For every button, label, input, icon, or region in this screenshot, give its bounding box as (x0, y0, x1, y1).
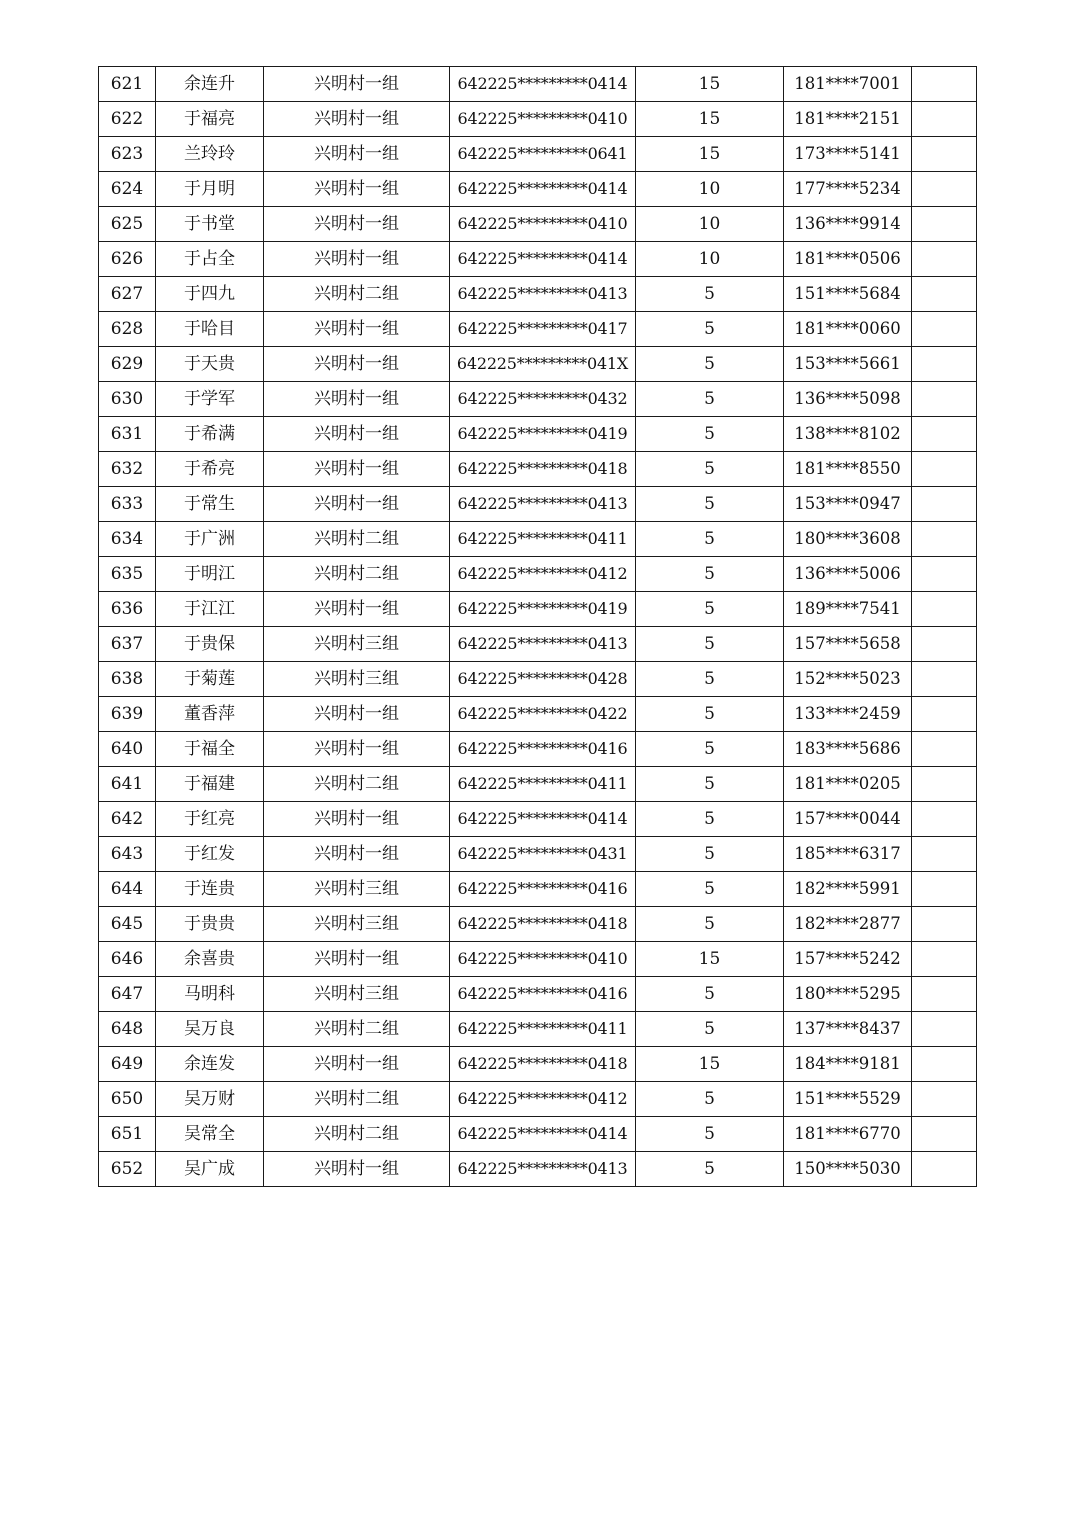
amount-cell: 5 (636, 697, 784, 732)
id-card-cell: 642225*********0413 (450, 487, 636, 522)
phone-cell: 177****5234 (784, 172, 912, 207)
id-card-cell: 642225*********0641 (450, 137, 636, 172)
amount-cell: 10 (636, 172, 784, 207)
village-group-cell: 兴明村一组 (264, 382, 450, 417)
id-card-cell: 642225*********0413 (450, 1152, 636, 1187)
name-cell: 于哈目 (156, 312, 264, 347)
phone-cell: 152****5023 (784, 662, 912, 697)
village-group-cell: 兴明村一组 (264, 67, 450, 102)
table-row (99, 662, 977, 697)
table-row (99, 242, 977, 277)
id-card-cell: 642225*********0414 (450, 172, 636, 207)
table-row (99, 382, 977, 417)
village-group-cell: 兴明村二组 (264, 1082, 450, 1117)
id-card-cell: 642225*********041X (450, 347, 636, 382)
name-cell: 于希亮 (156, 452, 264, 487)
row-number-cell: 635 (99, 557, 156, 592)
row-number-cell: 631 (99, 417, 156, 452)
phone-cell: 150****5030 (784, 1152, 912, 1187)
phone-cell: 153****5661 (784, 347, 912, 382)
name-cell: 吴万良 (156, 1012, 264, 1047)
village-group-cell: 兴明村一组 (264, 417, 450, 452)
amount-cell: 5 (636, 382, 784, 417)
village-group-cell: 兴明村一组 (264, 592, 450, 627)
id-card-cell: 642225*********0413 (450, 627, 636, 662)
phone-cell: 183****5686 (784, 732, 912, 767)
phone-cell: 181****0506 (784, 242, 912, 277)
name-cell: 于红亮 (156, 802, 264, 837)
table-row (99, 732, 977, 767)
amount-cell: 15 (636, 1047, 784, 1082)
row-number-cell: 647 (99, 977, 156, 1012)
row-number-cell: 634 (99, 522, 156, 557)
row-number-cell: 642 (99, 802, 156, 837)
row-number-cell: 651 (99, 1117, 156, 1152)
id-card-cell: 642225*********0418 (450, 1047, 636, 1082)
village-group-cell: 兴明村一组 (264, 172, 450, 207)
id-card-cell: 642225*********0411 (450, 522, 636, 557)
village-group-cell: 兴明村一组 (264, 837, 450, 872)
name-cell: 于常生 (156, 487, 264, 522)
name-cell: 余连升 (156, 67, 264, 102)
amount-cell: 15 (636, 942, 784, 977)
row-number-cell: 633 (99, 487, 156, 522)
phone-cell: 181****6770 (784, 1117, 912, 1152)
amount-cell: 5 (636, 837, 784, 872)
name-cell: 于广洲 (156, 522, 264, 557)
amount-cell: 5 (636, 522, 784, 557)
table-row (99, 277, 977, 312)
name-cell: 于书堂 (156, 207, 264, 242)
id-card-cell: 642225*********0419 (450, 417, 636, 452)
village-group-cell: 兴明村二组 (264, 767, 450, 802)
village-group-cell: 兴明村一组 (264, 732, 450, 767)
phone-cell: 138****8102 (784, 417, 912, 452)
amount-cell: 5 (636, 732, 784, 767)
roster-body (99, 67, 977, 1187)
phone-cell: 173****5141 (784, 137, 912, 172)
amount-cell: 5 (636, 452, 784, 487)
table-row (99, 1082, 977, 1117)
phone-cell: 184****9181 (784, 1047, 912, 1082)
table-row (99, 487, 977, 522)
name-cell: 于天贵 (156, 347, 264, 382)
name-cell: 于贵贵 (156, 907, 264, 942)
row-number-cell: 641 (99, 767, 156, 802)
remark-cell (912, 67, 977, 102)
name-cell: 于福亮 (156, 102, 264, 137)
name-cell: 马明科 (156, 977, 264, 1012)
remark-cell (912, 277, 977, 312)
remark-cell (912, 382, 977, 417)
village-group-cell: 兴明村二组 (264, 557, 450, 592)
table-row (99, 417, 977, 452)
row-number-cell: 650 (99, 1082, 156, 1117)
row-number-cell: 648 (99, 1012, 156, 1047)
name-cell: 于明江 (156, 557, 264, 592)
id-card-cell: 642225*********0411 (450, 1012, 636, 1047)
row-number-cell: 644 (99, 872, 156, 907)
table-row (99, 837, 977, 872)
table-row (99, 67, 977, 102)
id-card-cell: 642225*********0411 (450, 767, 636, 802)
amount-cell: 5 (636, 487, 784, 522)
table-row (99, 592, 977, 627)
amount-cell: 5 (636, 417, 784, 452)
remark-cell (912, 1082, 977, 1117)
name-cell: 吴万财 (156, 1082, 264, 1117)
village-group-cell: 兴明村一组 (264, 242, 450, 277)
table-row (99, 977, 977, 1012)
phone-cell: 189****7541 (784, 592, 912, 627)
remark-cell (912, 662, 977, 697)
row-number-cell: 636 (99, 592, 156, 627)
row-number-cell: 646 (99, 942, 156, 977)
name-cell: 于红发 (156, 837, 264, 872)
village-group-cell: 兴明村二组 (264, 522, 450, 557)
village-group-cell: 兴明村一组 (264, 942, 450, 977)
id-card-cell: 642225*********0410 (450, 102, 636, 137)
village-group-cell: 兴明村一组 (264, 102, 450, 137)
table-row (99, 907, 977, 942)
phone-cell: 180****5295 (784, 977, 912, 1012)
remark-cell (912, 347, 977, 382)
village-group-cell: 兴明村三组 (264, 907, 450, 942)
id-card-cell: 642225*********0416 (450, 872, 636, 907)
village-group-cell: 兴明村一组 (264, 1047, 450, 1082)
remark-cell (912, 137, 977, 172)
remark-cell (912, 1047, 977, 1082)
amount-cell: 5 (636, 1082, 784, 1117)
table-row (99, 207, 977, 242)
row-number-cell: 652 (99, 1152, 156, 1187)
row-number-cell: 626 (99, 242, 156, 277)
remark-cell (912, 1117, 977, 1152)
id-card-cell: 642225*********0417 (450, 312, 636, 347)
village-group-cell: 兴明村一组 (264, 1152, 450, 1187)
phone-cell: 137****8437 (784, 1012, 912, 1047)
phone-cell: 136****5006 (784, 557, 912, 592)
name-cell: 吴常全 (156, 1117, 264, 1152)
table-row (99, 1047, 977, 1082)
phone-cell: 153****0947 (784, 487, 912, 522)
row-number-cell: 649 (99, 1047, 156, 1082)
roster-table (98, 66, 977, 1187)
phone-cell: 181****0060 (784, 312, 912, 347)
table-row (99, 452, 977, 487)
name-cell: 于四九 (156, 277, 264, 312)
amount-cell: 5 (636, 627, 784, 662)
row-number-cell: 621 (99, 67, 156, 102)
remark-cell (912, 452, 977, 487)
village-group-cell: 兴明村一组 (264, 312, 450, 347)
phone-cell: 136****5098 (784, 382, 912, 417)
table-row (99, 1012, 977, 1047)
amount-cell: 5 (636, 592, 784, 627)
remark-cell (912, 872, 977, 907)
amount-cell: 15 (636, 137, 784, 172)
amount-cell: 15 (636, 102, 784, 137)
amount-cell: 5 (636, 347, 784, 382)
phone-cell: 181****8550 (784, 452, 912, 487)
phone-cell: 182****5991 (784, 872, 912, 907)
id-card-cell: 642225*********0416 (450, 977, 636, 1012)
row-number-cell: 632 (99, 452, 156, 487)
id-card-cell: 642225*********0414 (450, 1117, 636, 1152)
row-number-cell: 625 (99, 207, 156, 242)
phone-cell: 185****6317 (784, 837, 912, 872)
village-group-cell: 兴明村一组 (264, 487, 450, 522)
id-card-cell: 642225*********0410 (450, 207, 636, 242)
phone-cell: 180****3608 (784, 522, 912, 557)
name-cell: 于连贵 (156, 872, 264, 907)
remark-cell (912, 802, 977, 837)
table-row (99, 1117, 977, 1152)
village-group-cell: 兴明村三组 (264, 977, 450, 1012)
village-group-cell: 兴明村二组 (264, 1117, 450, 1152)
amount-cell: 5 (636, 802, 784, 837)
table-row (99, 872, 977, 907)
table-row (99, 137, 977, 172)
row-number-cell: 630 (99, 382, 156, 417)
name-cell: 吴广成 (156, 1152, 264, 1187)
name-cell: 于菊莲 (156, 662, 264, 697)
amount-cell: 10 (636, 207, 784, 242)
row-number-cell: 645 (99, 907, 156, 942)
row-number-cell: 643 (99, 837, 156, 872)
village-group-cell: 兴明村一组 (264, 802, 450, 837)
village-group-cell: 兴明村二组 (264, 1012, 450, 1047)
remark-cell (912, 627, 977, 662)
village-group-cell: 兴明村一组 (264, 347, 450, 382)
id-card-cell: 642225*********0413 (450, 277, 636, 312)
phone-cell: 157****5658 (784, 627, 912, 662)
name-cell: 于福建 (156, 767, 264, 802)
remark-cell (912, 977, 977, 1012)
amount-cell: 5 (636, 557, 784, 592)
id-card-cell: 642225*********0414 (450, 802, 636, 837)
table-row (99, 697, 977, 732)
row-number-cell: 639 (99, 697, 156, 732)
table-row (99, 767, 977, 802)
phone-cell: 157****5242 (784, 942, 912, 977)
remark-cell (912, 557, 977, 592)
remark-cell (912, 207, 977, 242)
name-cell: 于学军 (156, 382, 264, 417)
village-group-cell: 兴明村三组 (264, 872, 450, 907)
village-group-cell: 兴明村一组 (264, 137, 450, 172)
row-number-cell: 629 (99, 347, 156, 382)
amount-cell: 5 (636, 277, 784, 312)
name-cell: 董香萍 (156, 697, 264, 732)
amount-cell: 5 (636, 907, 784, 942)
remark-cell (912, 697, 977, 732)
amount-cell: 15 (636, 67, 784, 102)
row-number-cell: 638 (99, 662, 156, 697)
id-card-cell: 642225*********0414 (450, 67, 636, 102)
remark-cell (912, 732, 977, 767)
row-number-cell: 623 (99, 137, 156, 172)
phone-cell: 181****7001 (784, 67, 912, 102)
id-card-cell: 642225*********0416 (450, 732, 636, 767)
row-number-cell: 627 (99, 277, 156, 312)
phone-cell: 181****0205 (784, 767, 912, 802)
table-row (99, 102, 977, 137)
village-group-cell: 兴明村三组 (264, 662, 450, 697)
remark-cell (912, 417, 977, 452)
id-card-cell: 642225*********0419 (450, 592, 636, 627)
name-cell: 于占全 (156, 242, 264, 277)
amount-cell: 5 (636, 312, 784, 347)
phone-cell: 181****2151 (784, 102, 912, 137)
row-number-cell: 628 (99, 312, 156, 347)
remark-cell (912, 1152, 977, 1187)
name-cell: 于月明 (156, 172, 264, 207)
row-number-cell: 637 (99, 627, 156, 662)
row-number-cell: 624 (99, 172, 156, 207)
amount-cell: 5 (636, 767, 784, 802)
remark-cell (912, 522, 977, 557)
id-card-cell: 642225*********0410 (450, 942, 636, 977)
remark-cell (912, 102, 977, 137)
remark-cell (912, 1012, 977, 1047)
village-group-cell: 兴明村一组 (264, 452, 450, 487)
id-card-cell: 642225*********0432 (450, 382, 636, 417)
village-group-cell: 兴明村三组 (264, 627, 450, 662)
table-row (99, 312, 977, 347)
id-card-cell: 642225*********0418 (450, 907, 636, 942)
table-row (99, 802, 977, 837)
remark-cell (912, 837, 977, 872)
name-cell: 于希满 (156, 417, 264, 452)
remark-cell (912, 172, 977, 207)
row-number-cell: 622 (99, 102, 156, 137)
phone-cell: 182****2877 (784, 907, 912, 942)
amount-cell: 5 (636, 1152, 784, 1187)
id-card-cell: 642225*********0414 (450, 242, 636, 277)
amount-cell: 5 (636, 662, 784, 697)
amount-cell: 5 (636, 1012, 784, 1047)
village-group-cell: 兴明村二组 (264, 277, 450, 312)
remark-cell (912, 767, 977, 802)
table-row (99, 942, 977, 977)
remark-cell (912, 312, 977, 347)
table-row (99, 557, 977, 592)
phone-cell: 157****0044 (784, 802, 912, 837)
phone-cell: 133****2459 (784, 697, 912, 732)
id-card-cell: 642225*********0412 (450, 1082, 636, 1117)
id-card-cell: 642225*********0418 (450, 452, 636, 487)
table-row (99, 522, 977, 557)
remark-cell (912, 242, 977, 277)
id-card-cell: 642225*********0428 (450, 662, 636, 697)
table-row (99, 347, 977, 382)
table-row (99, 172, 977, 207)
phone-cell: 151****5529 (784, 1082, 912, 1117)
row-number-cell: 640 (99, 732, 156, 767)
name-cell: 于江江 (156, 592, 264, 627)
amount-cell: 5 (636, 977, 784, 1012)
name-cell: 余喜贵 (156, 942, 264, 977)
remark-cell (912, 942, 977, 977)
amount-cell: 5 (636, 1117, 784, 1152)
id-card-cell: 642225*********0412 (450, 557, 636, 592)
phone-cell: 151****5684 (784, 277, 912, 312)
phone-cell: 136****9914 (784, 207, 912, 242)
remark-cell (912, 907, 977, 942)
amount-cell: 5 (636, 872, 784, 907)
id-card-cell: 642225*********0422 (450, 697, 636, 732)
table-row (99, 627, 977, 662)
amount-cell: 10 (636, 242, 784, 277)
id-card-cell: 642225*********0431 (450, 837, 636, 872)
name-cell: 于贵保 (156, 627, 264, 662)
village-group-cell: 兴明村一组 (264, 207, 450, 242)
name-cell: 于福全 (156, 732, 264, 767)
name-cell: 兰玲玲 (156, 137, 264, 172)
village-group-cell: 兴明村一组 (264, 697, 450, 732)
table-row (99, 1152, 977, 1187)
name-cell: 余连发 (156, 1047, 264, 1082)
remark-cell (912, 487, 977, 522)
remark-cell (912, 592, 977, 627)
